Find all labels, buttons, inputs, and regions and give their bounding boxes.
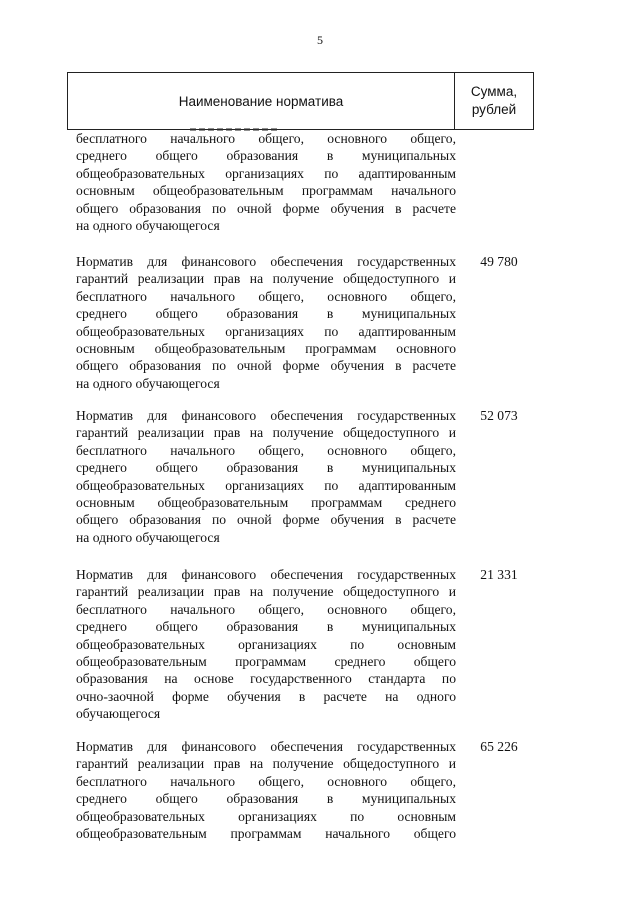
entry-line: общеобразовательных организациях по адаптированным [76,477,456,493]
entry-line: Норматив для финансового обеспечения государственных [76,567,456,582]
amount-value: 52 073 [480,408,518,423]
page-number: 5 [317,33,323,47]
entry-line: общего образования по очной форме обучения в расчете [76,512,456,528]
entry-line: гарантий реализации прав на получение общедоступного и [76,425,456,441]
entry-line: Норматив для финансового обеспечения государственных [76,739,456,754]
entry-line: основным общеобразовательным программам среднего [76,494,456,510]
entry-line: общеобразовательных организациях по основным [76,808,456,824]
entry-line: среднего общего образования в муниципальных [76,791,456,807]
entry-line: на одного обучающегося [76,529,220,545]
entry-line: общеобразовательных организациях по основным [76,636,456,652]
entry-line: бесплатного начального общего, основного общего, [76,773,456,789]
entry-line: бесплатного начального общего, основного общего, [76,442,456,458]
entry-line: Норматив для финансового обеспечения государственных [76,408,456,423]
column-header-sum: Сумма, рублей [470,84,518,117]
entry-line: среднего общего образования в муниципальных [76,148,456,164]
entry-line: основным общеобразовательным программам основного [76,340,456,356]
table-row [76,738,456,842]
table-row [76,407,456,546]
entry-line: образования на основе государственного стандарта по [76,671,456,687]
table-row [76,130,456,234]
entry-line: обучающегося [76,706,161,722]
entry-line: общего образования по очной форме обучения в расчете [76,358,456,374]
entry-line: гарантий реализации прав на получение общедоступного и [76,271,456,287]
entry-line: общеобразовательных организациях по адаптированным [76,323,456,339]
table-row [76,253,456,392]
entry-line: общеобразовательных организациях по адаптированным [76,165,456,181]
entry-line: основным общеобразовательным программам начального [76,183,456,199]
entry-line: среднего общего образования в муниципальных [76,460,456,476]
entry-line: гарантий реализации прав на получение общедоступного и [76,584,456,600]
entry-line: гарантий реализации прав на получение общедоступного и [76,756,456,772]
amount-value: 65 226 [480,739,518,754]
entry-line: на одного обучающегося [76,375,220,391]
table-header [67,72,534,130]
entry-line: бесплатного начального общего, основного общего, [76,288,456,304]
entry-line: среднего общего образования в муниципальных [76,619,456,635]
amount-value: 49 780 [480,254,518,269]
entry-line: бесплатного начального общего, основного общего, [76,601,456,617]
entry-line: бесплатного начального общего, основного общего, [76,131,456,146]
entry-line: общеобразовательным программам начального общего [76,825,456,841]
entry-line: общеобразовательным программам среднего общего [76,653,456,669]
entry-line: Норматив для финансового обеспечения государственных [76,254,456,269]
entry-line: на одного обучающегося [76,217,220,233]
entry-line: очно-заочной форме обучения в расчете на одного [76,688,456,704]
entry-line: общего образования по очной форме обучения в расчете [76,200,456,216]
column-header-name: Наименование норматива [68,73,455,129]
entry-line: среднего общего образования в муниципальных [76,306,456,322]
table-row [76,566,456,723]
amount-value: 21 331 [480,567,518,582]
